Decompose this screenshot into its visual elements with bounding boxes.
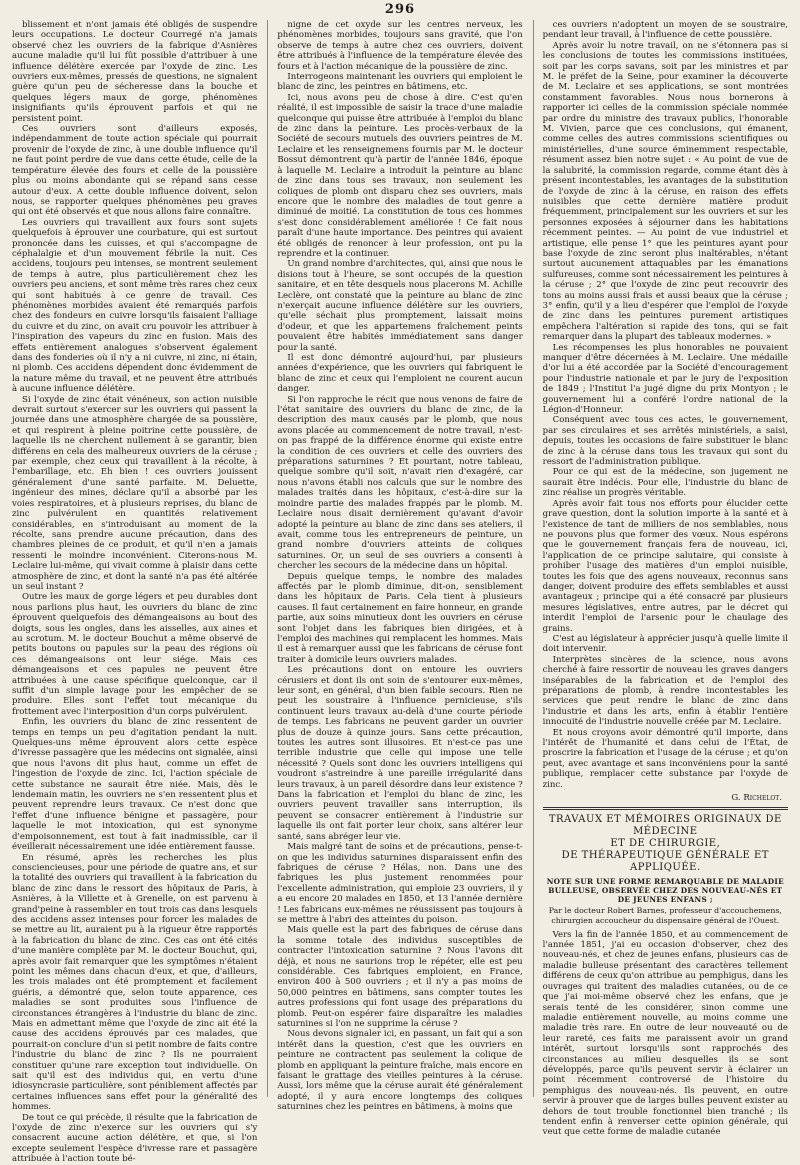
section-divider-thin [543, 809, 788, 810]
author-signature: G. Richelot. [731, 793, 782, 804]
paragraph: Nous devons signaler ici, en passant, un fait qui a son intérêt dans la question, c'est que les ouvriers en peinture ne contractent pas seulement la colique de plomb en appliquant la peinture fraîche, mais encore en faisant le grattage des vieilles peintures à la céruse. Aussi, lors même que la céruse aurait été généralement adopté, il y aura encore longtemps des coliques saturnines chez les peintres en bâtimens, à moins que [277, 1029, 523, 1113]
section-divider [543, 807, 788, 808]
paragraph: Pour ce qui est de la médecine, son jugement ne saurait être indécis. Pour elle, l'industrie du blanc de zinc réalise un progrès véritable. [542, 467, 788, 499]
paragraph: Un grand nombre d'architectes, qui, ainsi que nous le disions tout à l'heure, se sont occupés de la question sanitaire, et en tête desquels nous placerons M. Achille Leclère, ont constaté que la peinture au blanc de zinc n'exerçait aucune influence délétère sur les ouvriers, qu'elle séchait plus promptement, laissait moins d'odeur, et que les appartemens fraîchement peints pouvaient être habités immédiatement sans danger pour la santé. [277, 259, 523, 353]
section-heading-line-2: ET DE CHIRURGIE, [610, 838, 721, 850]
paragraph: Enfin, les ouvriers du blanc de zinc ressentent de temps en temps un peu d'agitation pendant la nuit. Quelques-uns même éprouvent alors cette espèce d'ivresse passagère que les médecins ont signalée, ainsi que nous l'avons dit plus haut, comme un effet de l'ingestion de l'oxyde de zinc. Ici, l'action spéciale de cette substance ne saurait être niée. Mais, dès le lendemain matin, les ouvriers ne s'en ressentent plus et peuvent reprendre leurs travaux. Ce n'est donc que l'effet d'une influence bénigne et passagère, pour laquelle le mot intoxication, qui est synonyme d'empoisonnement, est tout à fait inadmissible, car il éveillerait nécessairement une idée entièrement fausse. [12, 717, 258, 853]
paragraph: Après avoir fait tous nos efforts pour élucider cette grave question, dont la solution importe à la santé et à l'existence de tant de milliers de nos semblables, nous ne pouvons plus que former des vœux. Nous espérons que le gouvernement français fera de nouveau, ici, l'application de ce principe salutaire, qui consiste à prohiber l'usage des matières d'un emploi nuisible, toutes les fois que des agens nouveaux, reconnus sans danger, doivent produire des effets semblables et aussi avantageux ; principe qui a été consacré par plusieurs mesures législatives, entre autres, par le décret qui interdit l'emploi de l'arsenic pour le chaulage des grains. [542, 498, 788, 634]
paragraph: Conséquent avec tous ces actes, le gouvernement, par ses circulaires et ses arrêtés ministériels, a saisi, depuis, toutes les occasions de faire substituer le blanc de zinc à la céruse dans tous les travaux qui sont du ressort de l'administration publique. [542, 415, 788, 468]
paragraph: Interprètes sincères de la science, nous avons cherché à faire ressortir de nouveau les graves dangers inséparables de la fabrication et de l'emploi des préparations de plomb, à rendre incontestables les services que peut rendre le blanc de zinc dans l'industrie et dans les arts, enfin à établir l'entière innocuité de l'industrie nouvelle créée par M. Leclaire. [542, 654, 788, 728]
paragraph: C'est au législateur à apprécier jusqu'à quelle limite il doit intervenir. [542, 633, 788, 655]
paragraph: blissement et n'ont jamais été obligés de suspendre leurs occupations. Le docteur Courregé n'a jamais observé chez les ouvriers de la fabrique d'Asnières aucune maladie qu'il lui fût possible d'attribuer à une influence délétère exercée par l'oxyde de zinc. Les ouvriers eux-mêmes, pressés de questions, ne signalent guère qu'un peu de sécheresse dans la bouche et quelques légers maux de gorge, phénomènes insignifiants qu'ils éprouvent parfois et qui ne persistent point. [12, 20, 258, 124]
paragraph: De tout ce qui précède, il résulte que la fabrication de l'oxyde de zinc n'exerce sur les ouvriers qui s'y consacrent aucune action délétère, et que, si l'on excepte seulement l'espèce d'ivresse rare et passagère attribuée à l'action toute bé- [12, 1112, 258, 1165]
paragraph: Mais quelle est la part des fabriques de céruse dans la somme totale des individus susceptibles de contracter l'intoxication saturnine ? Nous l'avons dit déjà, et nous ne saurions trop le répéter, elle est peu considérable. Ces fabriques emploient, en France, environ 400 à 500 ouvriers ; et il n'y a pas moins de 50,000 peintres en bâtimens, sans compter toutes les autres professions qui font usage des préparations du plomb. Peut-on espérer faire disparaître les maladies saturnines si l'on ne supprime la céruse ? [277, 925, 523, 1029]
paragraph: En résumé, après les recherches les plus consciencieuses, pour une période de quatre ans, et sur la totalité des ouvriers qui travaillent à la fabrication du blanc de zinc dans le ressort des hôpitaux de Paris, à Asnières, à la Villette et à Grenelle, on est parvenu à grand'peine à rassembler en tout trois cas dans lesquels des accidens assez intenses pour forcer les malades de se mettre au lit, auraient pu à la rigueur être rapportés à la fabrication du blanc de zinc. Ces cas ont été cités d'une manière complète par M. le docteur Bouchut, qui, après avoir fait remarquer que les symptômes n'étaient point les mêmes dans chacun d'eux, et que, d'ailleurs, les trois malades ont été promptement et facilement guéris, a démontré que, selon toute apparence, ces maladies se sont produites sous l'influence de circonstances étrangères à l'industrie du blanc de zinc. Mais en admettant même que l'oxyde de zinc ait été la cause des accidens éprouvés par ces malades, que pourrait-on conclure d'un si petit nombre de faits contre l'industrie du blanc de zinc ? Ils ne pourraient constituer qu'une rare exception tout individuelle. On sait qu'il est des individus qui, en vertu d'une idiosyncrasie particulière, sont péniblement affectés par certaines influences sans effet pour la généralité des hommes. [12, 852, 258, 1113]
column-left [12, 20, 258, 1165]
column-right [533, 20, 788, 1138]
paragraph: Mais malgré tant de soins et de précautions, pense-t-on que les individus saturnines disparaissent enfin des fabriques de céruse ? Hélas, non. Dans une des fabriques les plus justement renommées pour l'excellente administration, qui emploie 23 ouvriers, il y a eu encore 20 malades en 1850, et 13 l'année dernière ! Les fabricans eux-mêmes ne réussissent pas toujours à se mettre à l'abri des atteintes du poison. [277, 842, 523, 925]
paragraph: Les récompenses les plus honorables ne pouvaient manquer d'être décernées à M. Leclaire. Une médaille d'or lui a été accordée par la Société d'encouragement pour l'industrie nationale et par le jury de l'exposition de 1849 ; l'Institut l'a jugé digne du prix Montyon ; le gouvernement lui a conféré l'ordre national de la Légion-d'Honneur. [542, 342, 788, 416]
paragraph: nigne de cet oxyde sur les centres nerveux, les phénomènes morbides, toujours sans gravité, que l'on observe de temps à autre chez ces ouvriers, doivent être attribués à l'influence de la température élevée des fours et à l'action mécanique de la poussière de zinc. [277, 20, 523, 72]
section-heading-line-3: DE THÉRAPEUTIQUE GÉNÉRALE ET APPLIQUÉE. [561, 850, 769, 874]
paragraph: Outre les maux de gorge légers et peu durables dont nous parlions plus haut, les ouvriers du blanc de zinc éprouvent quelquefois des démangeaisons au bout des doigts, sous les ongles, dans les aisselles, aux aines et au scrotum. M. le docteur Bouchut a même observé de petits boutons ou papules sur la peau des régions où ces démangeaisons ont leur siége. Mais ces démangeaisons et ces papules ne peuvent être attribuées à une cause spécifique quelconque, car il suffit d'un simple lavage pour les empêcher de se produire. Elles sont l'effet tout mécanique du frottement avec l'interposition d'un corps pulvérulent. [12, 592, 258, 717]
paragraph: Les précautions dont on entoure les ouvriers cérusiers et dont ils ont soin de s'entourer eux-mêmes, leur sont, en général, d'un bien faible secours. Rien ne peut les soustraire à l'influence pernicieuse, s'ils continuent leurs travaux au-delà d'une courte période de temps. Les fabricans ne peuvent garder un ouvrier plus de douze à quinze jours. Sans cette précaution, toutes les autres sont illusoires. Et n'est-ce pas une terrible industrie que celle qui impose une telle nécessité ? Quels sont donc les ouvriers intelligens qui voudront s'astreindre à une pareille irrégularité dans leurs travaux, à un pareil désordre dans leur existence ? Dans la fabrication et l'emploi du blanc de zinc, les ouvriers peuvent travailler sans interruption, ils peuvent se consacrer entièrement à l'industrie sur laquelle ils ont fait porter leur choix, sans altérer leur santé, sans abréger leur vie. [277, 665, 523, 842]
paragraph: Les ouvriers qui travaillent aux fours sont sujets quelquefois à éprouver une courbature, qui est surtout prononcée dans les cuisses, et qui s'accompagne de céphalalgie et d'un mouvement fébrile la nuit. Ces accidens, toujours peu intenses, se montrent seulement de temps à autre, plus particulièrement chez les ouvriers peu anciens, et sont même très rares chez ceux qui sont habitués à ce genre de travail. Ces phénomènes morbides avaient été remarqués parfois chez des fondeurs en cuivre lorsqu'ils faisaient l'alliage du cuivre et du zinc, on avait cru pouvoir les attribuer à l'inspiration des vapeurs du zinc en fusion. Mais des effets entièrement analogues s'observent également dans des fonderies où il n'y a ni cuivre, ni zinc, ni étain, ni plomb. Ces accidens dépendent donc évidemment de la nature même du travail, et ne peuvent être attribués à aucune influence délétère. [12, 217, 258, 395]
paragraph: ces ouvriers n'adoptent un moyen de se soustraire, pendant leur travail, à l'influence de cette poussière. [542, 20, 788, 41]
article-title: NOTE SUR UNE FORME REMARQUABLE DE MALADIE BULLEUSE, OBSERVÉE CHEZ DES NOUVEAU-NÉS ET DE JEUNES ENFANS ; [546, 877, 784, 905]
column-middle [267, 20, 523, 1113]
paragraph: Depuis quelque temps, le nombre des malades affectés par le plomb diminue, dit-on, sensiblement dans les hôpitaux de Paris. Cela tient à plusieurs causes. Il faut certainement en faire honneur, en grande partie, aux soins minutieux dont les ouvriers en céruse sont l'objet dans les fabriques bien dirigées, et à l'emploi des machines qui remplacent les hommes. Mais il est à remarquer aussi que les fabricans de céruse font traiter à domicile leurs ouvriers malades. [277, 571, 523, 665]
paragraph: Ici, nous avons peu de chose à dire. C'est qu'en réalité, il est impossible de saisir la trace d'une maladie quelconque qui puisse être attribuée à l'emploi du blanc de zinc dans la peinture. Les procès-verbaux de la Société de secours mutuels des ouvriers peintres de M. Leclaire et les renseignemens fournis par M. le docteur Bossut démontrent qu'à partir de l'année 1846, époque à laquelle M. Leclaire a introduit la peinture au blanc de zinc dans tous ses travaux, non seulement les coliques de plomb ont disparu chez ses ouvriers, mais encore que le nombre des maladies de tout genre a diminué de moitié. La constitution de tous ces hommes s'est donc considérablement améliorée ! Ce fait nous paraît d'une haute importance. Des peintres qui avaient été obligés de renoncer à leur profession, ont pu la reprendre et la continuer. [277, 92, 523, 259]
paragraph: Après avoir lu notre travail, on ne s'étonnera pas si les conclusions de toutes les commissions instituées, soit par les corps savans, soit par les ministres et par M. le préfet de la Seine, pour examiner la découverte de M. Leclaire et ses applications, se sont montrées constamment favorables. Nous nous bornerons à rapporter ici celles de la commission spéciale nommée par ordre du ministre des travaux publics, l'honorable M. Vivien, parce que ces conclusions, qui émanent, comme celles des autres commissions scientifiques ou ministérielles, d'une source éminemment respectable, résument assez bien notre sujet : « Au point de vue de la salubrité, la commission regarde, comme étant dès à présent incontestables, les avantages de la substitution de l'oxyde de zinc à la céruse, en raison des effets nuisibles que cette dernière matière produit fréquemment, principalement sur les ouvriers et sur les personnes exposées à séjourner dans les habitations récemment peintes. — Au point de vue industriel et artistique, elle pense 1° que les peintures ayant pour base l'oxyde de zinc seront plus inaltérables, n'étant surtout aucunement attaquables par les émanations sulfureuses, comme sont nécessairement les peintures à la céruse ; 2° que l'oxyde de zinc peut recouvrir des tons au moins aussi frais et aussi beaux que la céruse ; 3° enfin, qu'il y a lieu d'espérer que l'emploi de l'oxyde de zinc dans les peintures purement artistiques empêchera l'altération si rapide des tons, qui se fait remarquer dans la plupart des tableaux modernes. » [542, 40, 788, 343]
paragraph: Si l'on rapproche le récit que nous venons de faire de l'état sanitaire des ouvriers du blanc de zinc, de la description des maux causés par le plomb, que nous avons placée au commencement de notre travail, n'est-on pas frappé de la différence énorme qui existe entre la condition de ces ouvriers et celle des ouvriers des préparations saturnines ? Et pourtant, notre tableau, quelque sombre qu'il soit, n'avait rien d'exagéré, car nous n'avons établi nos calculs que sur le nombre des malades traités dans les hôpitaux, c'est-à-dire sur la moindre partie des malades frappés par le plomb. M. Leclaire nous disait dernièrement qu'avant d'avoir adopté la peinture au blanc de zinc dans ses ateliers, il avait, comme tous les entrepreneurs de peinture, un grand nombre d'ouvriers atteints de coliques saturnines. Or, un seul de ses ouvriers a consenti à chercher les secours de la médecine dans un hôpital. [277, 394, 523, 572]
paragraph: Si l'oxyde de zinc était vénéneux, son action nuisible devrait surtout s'exercer sur les ouvriers qui passent la journée dans une atmosphère chargée de sa poussière, et qui respirent à pleine poitrine cette poussière, de laquelle ils ne cherchent nullement à se garantir, bien différens en cela des malheureux ouvriers de la céruse ; par exemple, chez ceux qui travaillent à la récolte, à l'embarillage, etc. Eh bien ! ces ouvriers jouissent généralement d'une santé parfaite. M. Deluette, ingénieur des mines, déclare qu'il a absorbé par les voies respiratoires, et à plusieurs reprises, du blanc de zinc pulvérulent en quantités relativement considérables, en s'introduisant au moment de la récolte, sans prendre aucune précaution, dans des chambres pleines de ce produit, et qu'il n'en a jamais ressenti le moindre inconvénient. Citerons-nous M. Leclaire lui-même, qui vivait comme à plaisir dans cette atmosphère de zinc, et dont la santé n'a pas été altérée un seul instant ? [12, 394, 258, 592]
section-heading [543, 814, 788, 874]
right-column-essay-end [543, 20, 788, 790]
paragraph: Ces ouvriers sont d'ailleurs exposés, indépendamment de toute action spéciale qui pourrait provenir de l'oxyde de zinc, à une double influence qu'il ne faut point perdre de vue dans cette étude, celle de la température élevée des fours et celle de la poussière plus ou moins abondante qui se répand sans cesse autour d'eux. A cette double influence doivent, selon nous, se rapporter quelques phénomènes peu graves qui ont été observés et que nous allons faire connaître. [12, 124, 258, 218]
right-column-new-article [543, 930, 788, 1138]
paragraph: Vers la fin de l'année 1850, et au commencement de l'année 1851, j'ai eu occasion d'observer, chez des nouveau-nés, et chez de jeunes enfans, plusieurs cas de maladie bulleuse présentant des caractères tellement différens de ceux qu'on attribue au pemphigus, dans les ouvrages qui traitent des maladies cutanées, ou de ce que j'ai moi-même observé chez les enfans, que je serais tenté de les considérer, sinon comme une maladie entièrement nouvelle, au moins comme une maladie très rare. En outre de leur nouveauté ou de leur rareté, ces faits me paraissent avoir un grand intérêt, surtout lorsqu'ils sont rapprochés des circonstances au milieu desquelles ils se sont développés, parce qu'ils peuvent servir à éclairer un point récemment controversé de l'histoire du pemphigus des nouveau-nés. Ils peuvent, en outre servir à prouver que de larges bulles peuvent exister au dehors de tout trouble fonctionnel bien tranché ; ils tendent enfin à renverser cette opinion générale, qui veut que cette forme de maladie cutanée [542, 929, 788, 1138]
paragraph: Il est donc démontré aujourd'hui, par plusieurs années d'expérience, que les ouvriers qui fabriquent le blanc de zinc et ceux qui l'emploient ne courent aucun danger. [277, 353, 523, 395]
three-column-body [12, 20, 788, 1165]
paragraph: Et nous croyons avoir démontré qu'il importe, dans l'intérêt de l'humanité et dans celui de l'État, de proscrire la fabrication et l'usage de la céruse ; et qu'on peut, avec avantage et sans inconvéniens pour la santé publique, remplacer cette substance par l'oxyde de zinc. [542, 727, 788, 790]
article-byline: Par le docteur Robert Barnes, professeur d'accouchemens, chirurgien accoucheur du dispensaire général de l'Ouest. [548, 906, 782, 926]
paragraph: Interrogeons maintenant les ouvriers qui emploient le blanc de zinc, les peintres en bâtimens, etc. [277, 72, 523, 93]
page-number: 296 [384, 2, 416, 17]
section-heading-line-1: TRAVAUX ET MÉMOIRES ORIGINAUX DE MÉDECINE [548, 814, 782, 838]
